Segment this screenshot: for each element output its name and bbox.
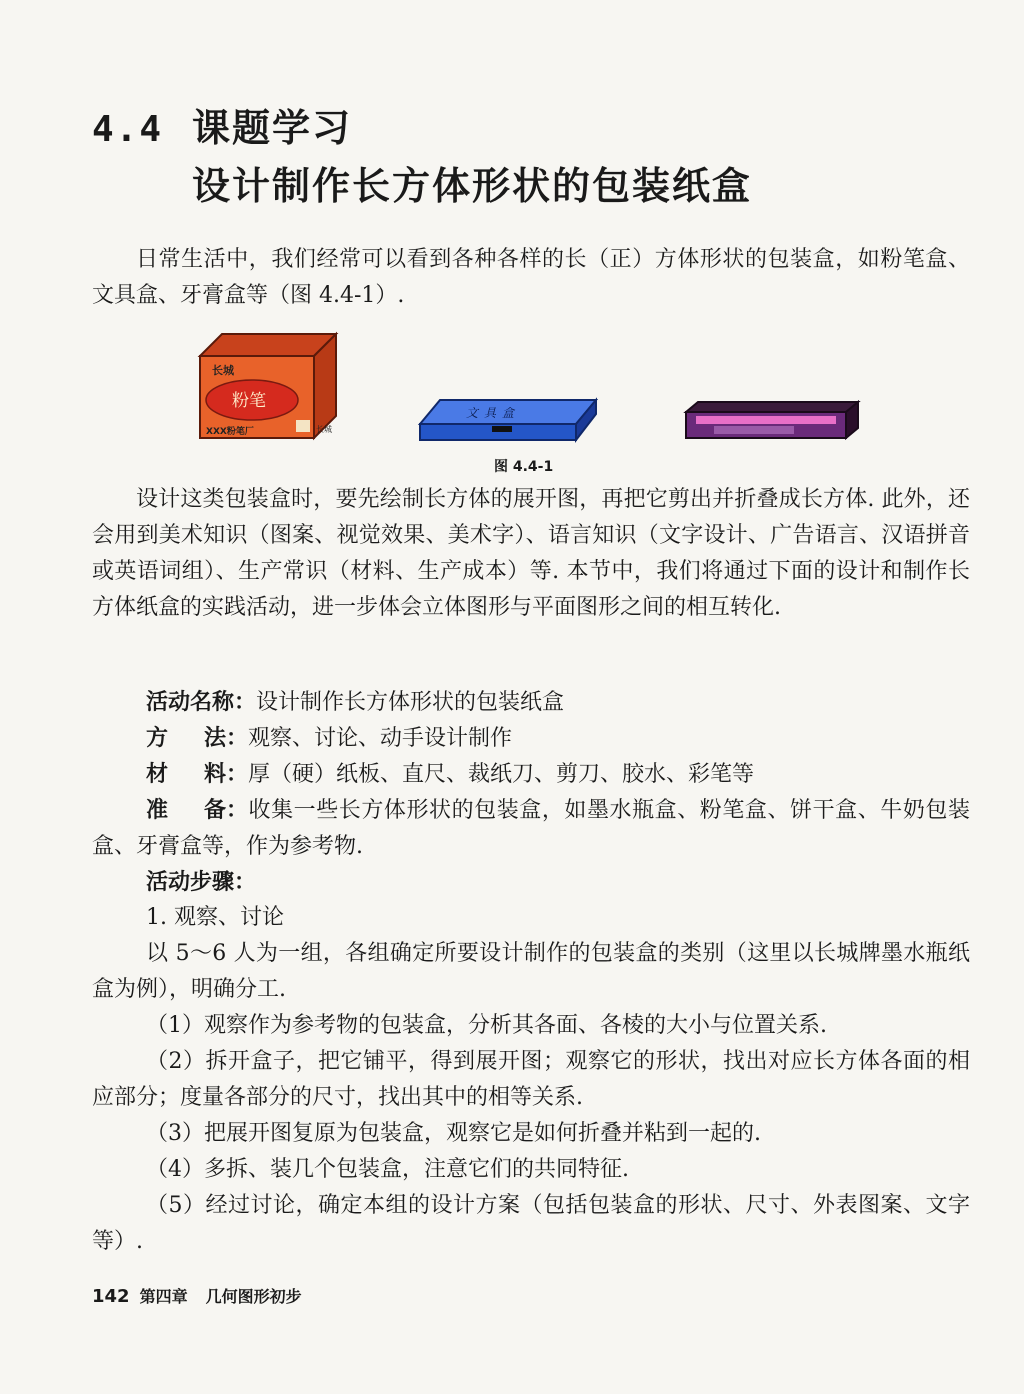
- section-subtitle: 设计制作长方体形状的包装纸盒: [192, 163, 753, 208]
- materials-value: 厚（硬）纸板、直尺、裁纸刀、剪刀、胶水、彩笔等: [248, 762, 755, 787]
- step1-title: 1. 观察、讨论: [146, 905, 284, 930]
- chalk-brand: 长城: [212, 364, 234, 377]
- substep-3: （3）把展开图复原为包装盒，观察它是如何折叠并粘到一起的.: [146, 1121, 761, 1146]
- method-row: 方 法： 观察、讨论、动手设计制作: [146, 725, 513, 751]
- steps-label: 活动步骤：: [146, 869, 257, 895]
- method-value: 观察、讨论、动手设计制作: [248, 726, 513, 751]
- activity-name-row: [146, 684, 564, 721]
- preparation-row: 准 备： 收集一些长方体形状的包装盒，如墨水瓶盒、粉笔盒、饼干盒、牛奶包装盒、牙膏盒等，作为参考物.: [92, 797, 970, 859]
- chalk-product: 粉笔: [232, 391, 266, 411]
- stationery-box-image: [420, 400, 596, 440]
- activity-name-value: 设计制作长方体形状的包装纸盒: [256, 690, 565, 715]
- chapter-number: 第四章: [139, 1287, 188, 1306]
- materials-row: 材 料： 厚（硬）纸板、直尺、裁纸刀、剪刀、胶水、彩笔等: [146, 761, 755, 787]
- substep-1: （1）观察作为参考物的包装盒，分析其各面、各棱的大小与位置关系.: [146, 1013, 827, 1038]
- substep-5: （5）经过讨论，确定本组的设计方案（包括包装盒的形状、尺寸、外表图案、文字等）.: [92, 1193, 970, 1254]
- activity-name-label: 活动名称：: [146, 689, 257, 715]
- substep-2: （2）拆开盒子，把它铺平，得到展开图；观察它的形状，找出对应长方体各面的相应部分；度量各部分的尺寸，找出其中的相等关系.: [92, 1049, 970, 1110]
- stationery-label: 文具盒: [466, 406, 521, 420]
- figure-caption: 图 4.4-1: [494, 459, 554, 475]
- section-title: 课题学习: [192, 105, 353, 150]
- intro-paragraph: 日常生活中，我们经常可以看到各种各样的长（正）方体形状的包装盒，如粉笔盒、文具盒、牙膏盒等（图 4.4-1）.: [92, 247, 970, 308]
- section-heading: [92, 100, 752, 214]
- toothpaste-box-image: [686, 402, 858, 438]
- chalk-box-image: [200, 334, 336, 438]
- chalk-side-mark: 长城: [316, 425, 332, 434]
- design-paragraph: 设计这类包装盒时，要先绘制长方体的展开图，再把它剪出并折叠成长方体. 此外，还会用到美术知识（图案、视觉效果、美术字）、语言知识（文字设计、广告语言、汉语拼音或英语词组）、生产常识（材料、生产成本）等. 本节中，我们将通过下面的设计和制作长方体纸盒的实践活动，进一步体会立体图形与平面图形之间的相互转化.: [92, 487, 970, 620]
- preparation-value: 收集一些长方体形状的包装盒，如墨水瓶盒、粉笔盒、饼干盒、牛奶包装盒、牙膏盒等，作为参考物.: [92, 798, 970, 859]
- chapter-title: 几何图形初步: [205, 1287, 302, 1306]
- chalk-maker: XXX粉笔厂: [206, 427, 254, 437]
- packaging-boxes-illustration: [0, 328, 1024, 456]
- substep-4: （4）多拆、装几个包装盒，注意它们的共同特征.: [146, 1157, 629, 1182]
- figure-4-4-1: [0, 328, 1024, 478]
- section-number: 4.4: [92, 109, 164, 150]
- page-number: 142: [92, 1286, 130, 1307]
- page-footer: [92, 1284, 302, 1307]
- step1-text: 以 5～6 人为一组，各组确定所要设计制作的包装盒的类别（这里以长城牌墨水瓶纸盒为例），明确分工.: [92, 941, 970, 1002]
